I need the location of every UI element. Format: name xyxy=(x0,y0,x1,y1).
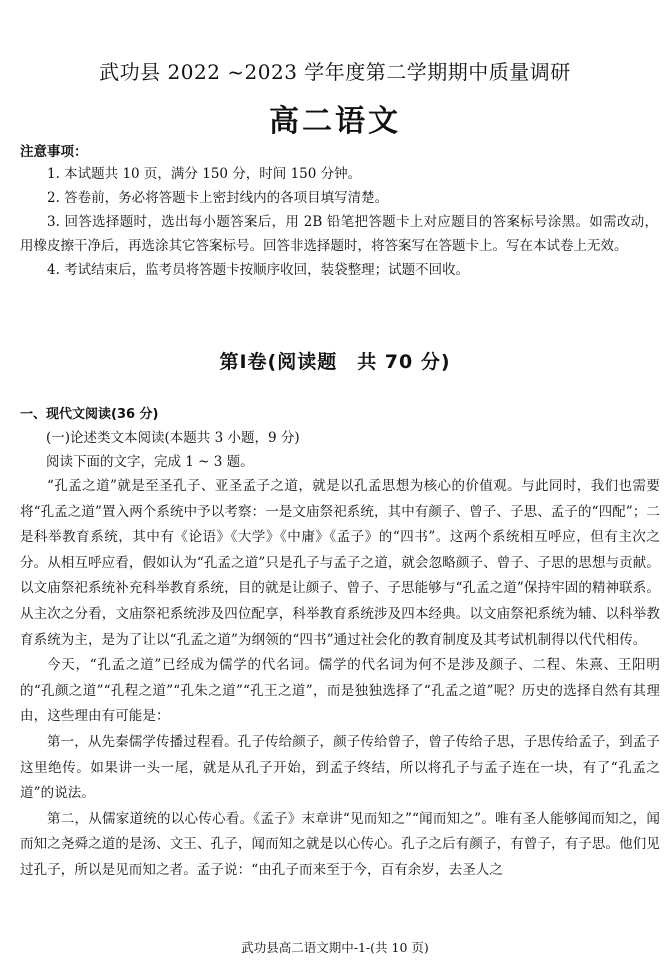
sub-heading: (一)论述类文本阅读(本题共 3 小题，9 分) xyxy=(46,430,300,446)
reading-content xyxy=(20,404,660,884)
notes-block xyxy=(20,142,658,282)
page-footer: 武功县高二语文期中-1-(共 10 页) xyxy=(241,940,429,955)
note-item-3: 3. 回答选择题时，选出每小题答案后，用 2B 铅笔把答题卡上对应题目的答案标号涂黑。如需改动，用橡皮擦干净后，再选涂其它答案标号。回答非选择题时，将答案写在答题卡上。写在本试卷上无效。 xyxy=(20,214,658,254)
note-item-4: 4. 考试结束后，监考员将答题卡按顺序收回，装袋整理；试题不回收。 xyxy=(47,262,470,278)
body-paragraph-3: 第一，从先秦儒学传播过程看。孔子传给颜子，颜子传给曾子，曾子传给子思，子思传给孟子，到孟子这里绝传。如果讲一头一尾，就是从孔子开始，到孟子终结，所以将孔子与孟子连在一块，有了“孔孟之道”的说法。 xyxy=(20,733,660,802)
part-heading: 一、现代文阅读(36 分) xyxy=(20,407,159,422)
body-paragraph-1: “孔孟之道”就是至圣孔子、亚圣孟子之道，就是以孔孟思想为核心的价值观。与此同时，我们也需要将“孔孟之道”置入两个系统中予以考察：一是文庙祭祀系统，其中有颜子、曾子、子思、孟子的“四配”；二是科举教育系统，其中有《论语》《大学》《中庸》《孟子》的“四书”。这两个系统相互呼应，但有主次之分。从相互呼应看，假如认为“孔孟之道”只是孔子与孟子之道，就会忽略颜子、曾子、子思的思想与贡献。以文庙祭祀系统补充科举教育系统，目的就是让颜子、曾子、子思能够与“孔孟之道”保持牢固的精神联系。从主次之分看，文庙祭祀系统涉及四位配享，科举教育系统涉及四本经典。以文庙祭祀系统为辅、以科举教育系统为主，是为了让以“孔孟之道”为纲领的“四书”通过社会化的教育制度及其考试机制得以代代相传。 xyxy=(20,478,661,648)
subject-title: 高二语文 xyxy=(269,104,401,139)
body-paragraph-4: 第二，从儒家道统的以心传心看。《孟子》末章讲“见而知之”“闻而知之”。唯有圣人能够闻而知之，闻而知之尧舜之道的是汤、文王、孔子，闻而知之就是以心传心。孔子之后有颜子，有曾子，有子思。他们见过孔子，所以是见而知之者。孟子说：“由孔子而来至于今，百有余岁，去圣人之 xyxy=(20,810,660,878)
body-paragraph-2: 今天，“孔孟之道”已经成为儒学的代名词。儒学的代名词为何不是涉及颜子、二程、朱熹、王阳明的“孔颜之道”“孔程之道”“孔朱之道”“孔王之道”，而是独独选择了“孔孟之道”呢？历史的选择自然有其理由，这些理由有可能是： xyxy=(20,657,660,725)
section-title: 第Ⅰ卷(阅读题 共 70 分) xyxy=(219,351,451,373)
note-item-2: 2. 答卷前，务必将答题卡上密封线内的各项目填写清楚。 xyxy=(47,190,389,206)
instruction-text: 阅读下面的文字，完成 1 ~ 3 题。 xyxy=(46,454,254,470)
exam-header-title: 武功县 2022 ~2023 学年度第二学期期中质量调研 xyxy=(99,60,571,84)
notes-heading: 注意事项： xyxy=(20,144,88,160)
note-item-1: 1. 本试题共 10 页，满分 150 分，时间 150 分钟。 xyxy=(47,166,362,182)
